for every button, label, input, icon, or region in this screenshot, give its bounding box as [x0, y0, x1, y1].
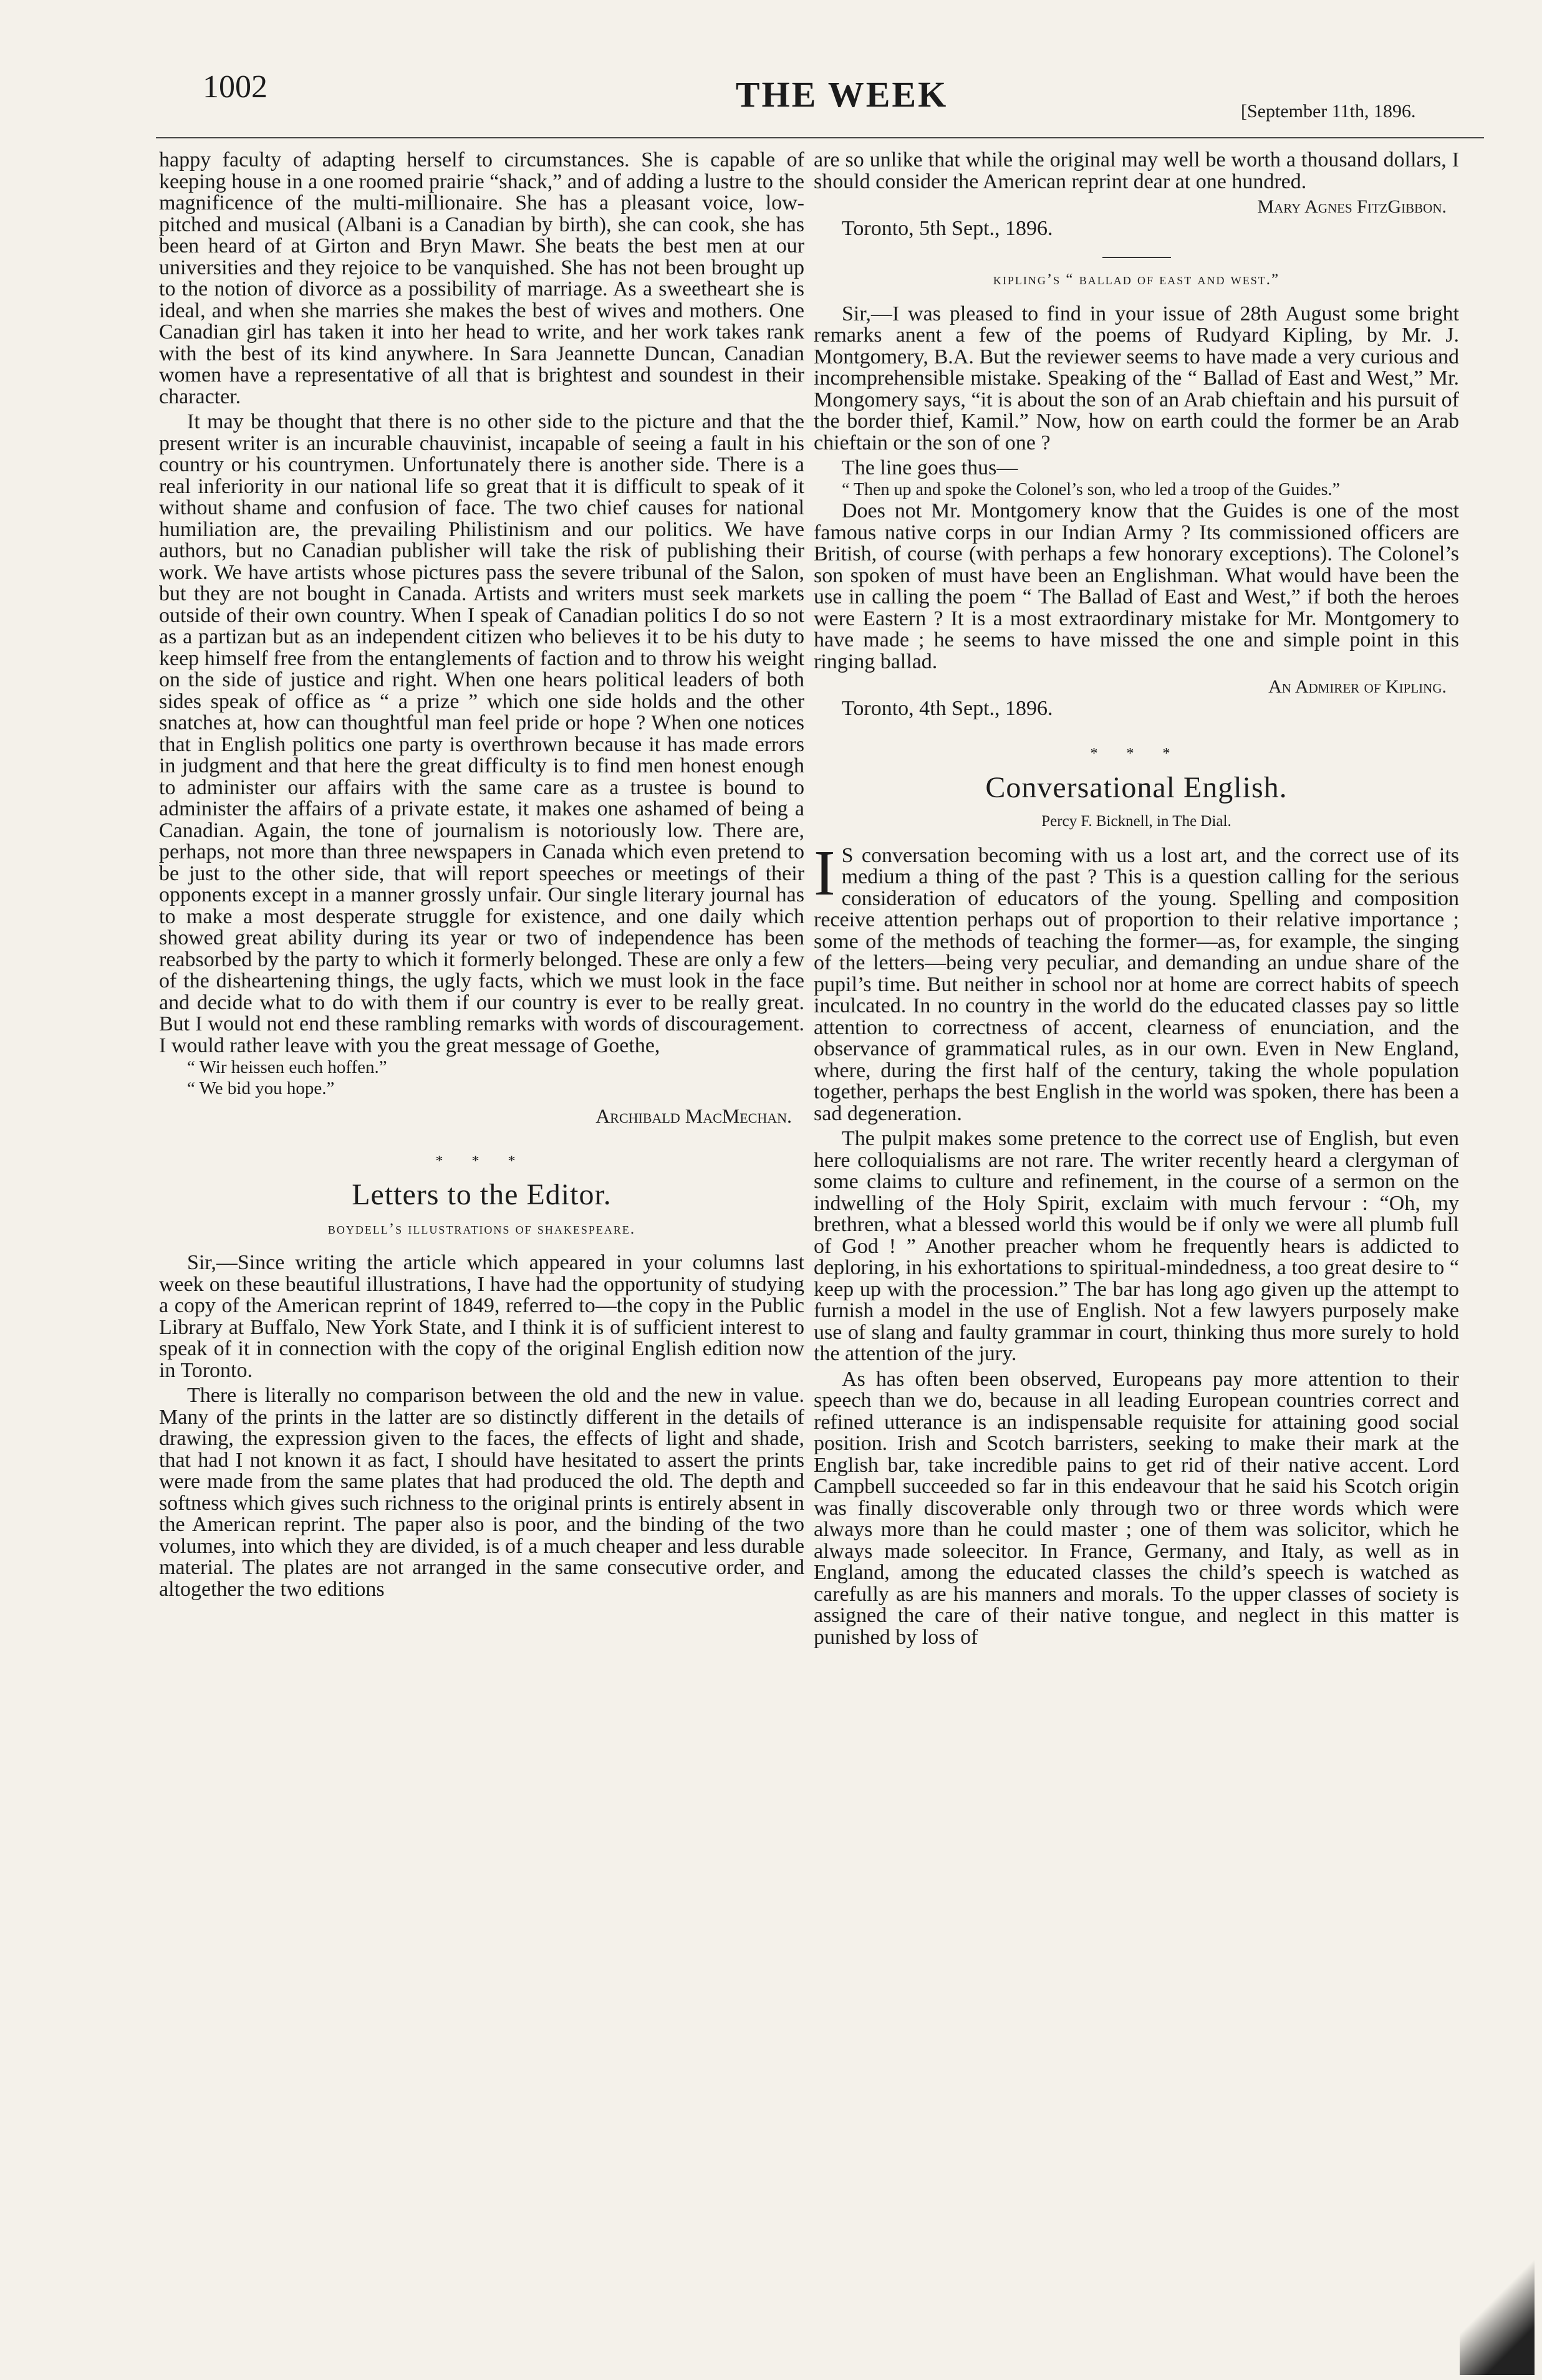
letter-signature: Mary Agnes FitzGibbon.	[1257, 196, 1447, 217]
section-title: Letters to the Editor.	[352, 1178, 612, 1211]
paragraph: There is literally no comparison between the old and the new in value. Many of the prints in the latter are so distinctly different in the details of drawing, the expression given to the faces, the effects of light and shade, that had I not known it as fact, I should have hesitated to assert the prints were made from the same plates that had produced the old. The depth and softness which gives such richness to the original prints is entirely absent in the American reprint. The paper also is poor, and the binding of the two volumes, into which they are divided, is of a much cheaper and less durable material. The plates are not arranged in the same consecutive order, and altogether the two editions	[159, 1384, 804, 1601]
right-column	[814, 150, 1459, 1648]
masthead: THE WEEK	[735, 74, 948, 115]
paragraph	[814, 837, 1459, 1125]
dateline: [September 11th, 1896.	[1241, 101, 1416, 122]
letter-subhead: boydell’s illustrations of shakespeare.	[327, 1220, 636, 1237]
paragraph: It may be thought that there is no other side to the picture and that the present writer is an incurable chauvinist, incapable of seeing a fault in his country or his countrymen. Unfortunately there is another side. There is a real inferiority in our national life so great that it is difficult to speak of it without shame and confusion of face. The two chief causes for national humiliation are, the prevailing Philistinism and our politics. We have authors, but no Canadian publisher will take the risk of publishing their work. We have artists whose pictures pass the severe tribunal of the Salon, but they are not bought in Canada. Artists and writers must seek markets outside of their own country. When I speak of Canadian politics I do so not as a partizan but as an independent citizen who believes it to be his duty to keep himself free from the entanglements of faction and to throw his weight on the side of justice and right. When one hears political leaders of both sides speak of office as “ a prize ” which one side holds and the other snatches at, how can thoughtful man feel pride or hope ? When one notices that in English politics one party is overthrown because it has made errors in judgment and that here the great difficulty is to find men honest enough to administer our affairs with the same care as a trustee is bound to administer the affairs of a private estate, it makes one ashamed of being a Canadian. Again, the tone of journalism is notoriously low. There are, perhaps, not more than three newspapers in Canada which even pretend to be just to the other side, that will report speeches or meetings of their opponents except in a manner grossly unfair. Our single literary journal has to make a most desperate struggle for existence, and one daily which showed great ability during its year or two of independence has been reabsorbed by the party to which it formerly belonged. These are only a few of the disheartening things, the ugly facts, which we must look in the face and decide what to do with them if our country is ever to be really great. But I would not end these rambling remarks with words of discouragement. I would rather leave with you the great message of Goethe,	[159, 410, 804, 1057]
letter-place-date: Toronto, 5th Sept., 1896.	[842, 216, 1053, 240]
paragraph: Does not Mr. Montgomery know that the Guides is one of the most famous native corps in our Indian Army ? Its commissioned officers are British, of course (with perhaps a few honorary exceptions). The Colonel’s son spoken of must have been an Englishman. What would have been the use in calling the poem “ The Ballad of East and West,” if both the heroes were Eastern ? It is a most extraordinary mistake for Mr. Montgomery to have made ; he seems to have missed the one and simple point in this ringing ballad.	[814, 499, 1459, 673]
author-signature: Archibald MacMechan.	[595, 1105, 792, 1127]
goethe-quote-german: “ Wir heissen euch hoffen.”	[187, 1057, 387, 1077]
paragraph: are so unlike that while the original may well be worth a thousand dollars, I should consider the American reprint dear at one hundred.	[814, 148, 1459, 193]
left-column	[159, 150, 804, 1600]
drop-cap: I	[814, 837, 836, 909]
paragraph: The pulpit makes some pretence to the correct use of English, but even here colloquialisms are not rare. The writer recently heard a clergyman of some claims to culture and refinement, in the course of a sermon on the indwelling of the Holy Spirit, exclaim with much fervour : “Oh, my brethren, what a blessed world this would be if only we were all plumb full of God ! ” Another preacher whom he frequently hears is addicted to deploring, in his exhortations to spiritual-mindedness, a too great desire to “ keep up with the procession.” The bar has long ago given up the attempt to furnish a model in the use of English. Not a few lawyers purposely make use of slang and faulty grammar in court, thinking thus more surely to hold the attention of the jury.	[814, 1127, 1459, 1365]
asterism: * * *	[1090, 746, 1183, 762]
paragraph: As has often been observed, Europeans pay more attention to their speech than we do, because in all leading European countries correct and refined utterance is an indispensable requisite for attaining good social position. Irish and Scotch barristers, seeking to make their mark at the English bar, take incredible pains to get rid of their native accent. Lord Campbell succeeded so far in this endeavour that he said his Scotch origin was finally discoverable only through two or three words which were always more than he could master ; one of them was solicitor, which he always made soleecitor. In France, Germany, and Italy, as well as in England, among the educated classes the child’s speech is watched as carefully as are his manners and morals. To the upper classes of society is assigned the care of their native tongue, and neglect in this matter is punished by loss of	[814, 1367, 1459, 1649]
goethe-quote-english: “ We bid you hope.”	[187, 1078, 335, 1098]
section-title: Conversational English.	[985, 770, 1288, 804]
letter-place-date: Toronto, 4th Sept., 1896.	[842, 696, 1053, 720]
letter-signature: An Admirer of Kipling.	[1268, 676, 1447, 697]
letter-subhead: kipling’s “ ballad of east and west.”	[993, 271, 1280, 288]
paragraph: The line goes thus—	[842, 456, 1018, 479]
header-rule	[156, 137, 1484, 138]
verse-quote: “ Then up and spoke the Colonel’s son, who led a troop of the Guides.”	[842, 479, 1340, 499]
paragraph: Sir,—I was pleased to find in your issue of 28th August some bright remarks anent a few of the poems of Rudyard Kipling, by Mr. J. Montgomery, B.A. But the reviewer seems to have made a very curious and incomprehensible mistake. Speaking of the “ Ballad of East and West,” Mr. Mongomery says, “it is about the son of an Arab chieftain and his pursuit of the border thief, Kamil.” Now, how on earth could the former be an Arab chieftain or the son of one ?	[814, 302, 1459, 454]
page-number: 1002	[203, 69, 267, 105]
article-credit: Percy F. Bicknell, in The Dial.	[1041, 813, 1231, 830]
page-edge-shadow	[1460, 2257, 1535, 2375]
paragraph: Sir,—Since writing the article which appeared in your columns last week on these beautiful illustrations, I have had the opportunity of studying a copy of the American reprint of 1849, referred to—the copy in the Public Library at Buffalo, New York State, and I think it is of sufficient interest to speak of it in connection with the copy of the original English edition now in Toronto.	[159, 1251, 804, 1382]
asterism: * * *	[435, 1153, 528, 1169]
paragraph: happy faculty of adapting herself to circumstances. She is capable of keeping house in a one roomed prairie “shack,” and of adding a lustre to the magnificence of the multi-millionaire. She has a pleasant voice, low-pitched and musical (Albani is a Canadian by birth), she can cook, she has been heard of at Girton and Bryn Mawr. She beats the best men at our universities and they rejoice to be vanquished. She has not been brought up to the notion of divorce as a possibility of marriage. As a sweetheart she is ideal, and when she marries she makes the best of wives and mothers. One Canadian girl has taken it into her head to write, and her work takes rank with the best of its kind anywhere. In Sara Jeannette Duncan, Canadian women have a representative of all that is brightest and soundest in their character.	[159, 148, 804, 408]
paragraph-text: S conversation becoming with us a lost art, and the correct use of its medium a thing of the past ? This is a question calling for the serious consideration of educators of the young. Spelling and composition receive attention perhaps out of proportion to their relative importance ; some of the methods of teaching the former—as, for example, the singing of the letters—being very peculiar, and demanding an undue share of the pupil’s time. But neither in school nor at home are correct habits of speech inculcated. In no country in the world do the educated classes pay so little attention to correctness of accent, clearness of enunciation, and the observance of grammatical rules, as in our own. Even in New England, where, during the first half of the century, taking the whole population together, perhaps the best English in the world was spoken, there has been a sad degeneration.	[814, 843, 1459, 1125]
divider	[1102, 257, 1171, 258]
